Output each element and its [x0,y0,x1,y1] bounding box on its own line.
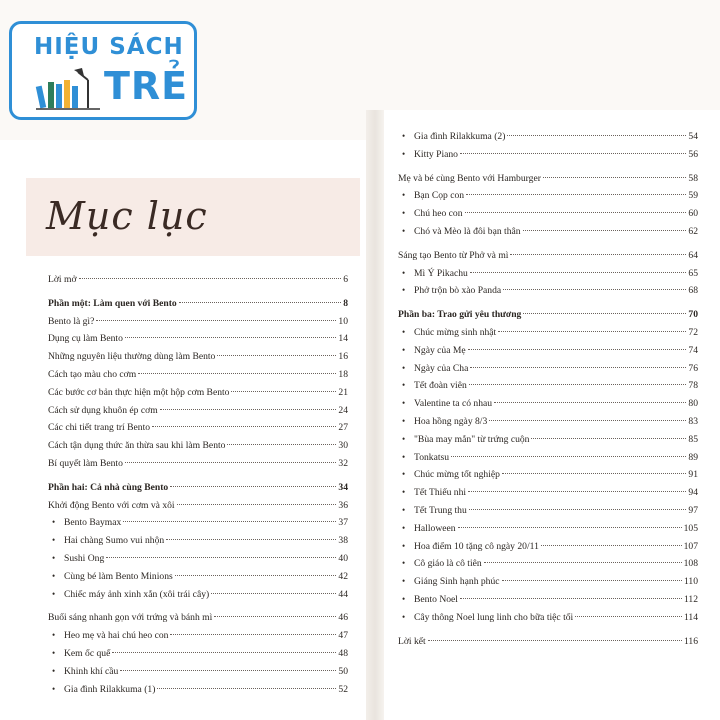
toc-leader-dots [510,254,686,255]
toc-entry [398,282,698,300]
toc-page-number: 59 [688,190,698,202]
toc-entry [398,395,698,413]
toc-page-number: 34 [338,481,348,493]
toc-page-number: 30 [338,440,348,452]
toc-leader-dots [125,462,337,463]
toc-entry-title: • Gia đình Rilakkuma (1) [64,683,156,695]
toc-entry-title: • Mì Ý Pikachu [414,267,468,279]
toc-right-column [398,128,698,650]
toc-page-number: 85 [688,433,698,445]
toc-leader-dots [123,521,336,522]
toc-page-number: 50 [338,665,348,677]
logo-text-line1: HIỆU SÁCH [34,34,184,60]
toc-page-number: 42 [338,570,348,582]
toc-entry [48,609,348,627]
toc-entry [398,555,698,573]
toc-entry [48,313,348,331]
toc-entry-title: • Bạn Cọp con [414,190,465,202]
toc-page-number: 32 [338,457,348,469]
toc-page-number: 91 [688,469,698,481]
toc-page-number: 70 [688,309,698,321]
toc-entry [48,384,348,402]
toc-entry [48,437,348,455]
toc-entry-title: Dụng cụ làm Bento [48,333,123,345]
toc-entry [48,419,348,437]
toc-page-number: 74 [688,344,698,356]
toc-page-number: 114 [683,611,698,623]
toc-entry-title: • Khinh khí cầu [64,665,119,677]
toc-entry-title: • Cùng bé làm Bento Minions [64,570,173,582]
toc-page-number: 68 [688,285,698,297]
toc-entry-title: • Chó và Mèo là đôi bạn thân [414,225,521,237]
toc-page-number: 54 [688,131,698,142]
toc-entry-title: • Valentine ta có nhau [414,398,493,410]
toc-entry-title: Phần một: Làm quen với Bento [48,297,177,309]
toc-leader-dots [227,444,336,445]
toc-page-number: 40 [338,552,348,564]
toc-page-number: 47 [338,630,348,642]
toc-leader-dots [466,194,686,195]
toc-entry [398,265,698,283]
toc-entry-title: • Gia đình Rilakkuma (2) [414,131,506,142]
toc-entry-title: • Kitty Piano [414,148,458,160]
toc-leader-dots [470,367,686,368]
toc-leader-dots [120,670,336,671]
toc-entry-title: • Hoa hồng ngày 8/3 [414,415,488,427]
toc-entry-title: • Tết đoàn viên [414,380,467,392]
toc-page-number: 62 [688,225,698,237]
toc-leader-dots [460,153,686,154]
book-gutter [366,110,384,720]
toc-part-heading [398,306,698,324]
toc-entry [398,502,698,520]
toc-entry [48,330,348,348]
toc-entry-title: • Heo mẹ và hai chú heo con [64,630,169,642]
toc-leader-dots [541,545,682,546]
toc-page-number: 44 [338,588,348,600]
toc-entry-title: • Tết Thiếu nhi [414,487,467,499]
store-logo [9,21,197,120]
toc-entry [398,377,698,395]
toc-entry-title: • Chú heo con [414,208,463,220]
toc-page-number: 56 [688,148,698,160]
toc-entry [398,466,698,484]
toc-page-number: 16 [338,351,348,363]
toc-leader-dots [214,616,336,617]
toc-entry-title: Lời mở [48,274,77,285]
toc-page-number: 83 [688,415,698,427]
toc-entry-title: • Giáng Sinh hạnh phúc [414,576,500,588]
toc-page-number: 10 [338,315,348,327]
toc-entry [48,402,348,420]
toc-page-number: 72 [688,326,698,338]
toc-page-number: 78 [688,380,698,392]
toc-leader-dots [494,402,686,403]
toc-entry-title: • Ngày của Mẹ [414,344,466,356]
toc-leader-dots [175,575,337,576]
toc-entry [398,128,698,146]
toc-entry-title: • Ngày của Cha [414,362,469,374]
toc-entry-title: • Sushi Ong [64,552,105,564]
toc-entry [48,550,348,568]
toc-page-number: 107 [683,540,698,552]
toc-entry [398,205,698,223]
toc-entry [48,455,348,473]
toc-page-number: 8 [343,297,348,309]
toc-entry-title: Cách sử dụng khuôn ép cơm [48,404,158,416]
toc-leader-dots [465,212,687,213]
toc-leader-dots [96,320,336,321]
toc-entry-title: Phần hai: Cả nhà cùng Bento [48,481,169,493]
toc-left-column [48,271,348,698]
toc-page-number: 94 [688,487,698,499]
toc-entry [48,271,348,289]
toc-leader-dots [484,562,682,563]
toc-page-number: 46 [338,612,348,624]
toc-entry [398,146,698,164]
toc-page-number: 27 [338,422,348,434]
toc-entry [48,645,348,663]
toc-leader-dots [160,409,337,410]
toc-page-number: 60 [688,208,698,220]
toc-leader-dots [177,504,337,505]
toc-leader-dots [170,634,336,635]
toc-page-number: 76 [688,362,698,374]
toc-leader-dots [468,491,686,492]
toc-leader-dots [470,272,687,273]
toc-entry [398,324,698,342]
toc-entry [398,573,698,591]
toc-leader-dots [428,640,682,641]
toc-entry [48,366,348,384]
toc-entry [48,568,348,586]
toc-page-number: 108 [683,558,698,570]
toc-leader-dots [468,349,687,350]
toc-page-number: 97 [688,504,698,516]
toc-entry-title: Bí quyết làm Bento [48,457,123,469]
toc-leader-dots [523,313,686,314]
toc-entry [48,532,348,550]
toc-page-number: 24 [338,404,348,416]
toc-entry [398,431,698,449]
toc-leader-dots [489,420,686,421]
toc-entry [48,348,348,366]
toc-entry-title: • Chiếc máy ảnh xinh xắn (xôi trái cây) [64,588,210,600]
toc-entry-title: • Cây thông Noel lung linh cho bữa tiệc tối [414,611,574,623]
toc-leader-dots [460,598,682,599]
toc-page-number: 89 [688,451,698,463]
toc-page-number: 14 [338,333,348,345]
toc-entry-title: • Tonkatsu [414,451,450,463]
toc-entry [398,633,698,651]
toc-entry-title: • Hai chàng Sumo vui nhộn [64,535,165,547]
toc-entry [48,586,348,604]
toc-leader-dots [543,177,687,178]
toc-leader-dots [502,580,682,581]
toc-entry [398,170,698,188]
toc-entry [398,413,698,431]
toc-entry-title: Các chi tiết trang trí Bento [48,422,151,434]
toc-page-number: 80 [688,398,698,410]
books-lamp-icon [34,68,104,110]
toc-leader-dots [523,230,687,231]
toc-leader-dots [152,426,336,427]
toc-leader-dots [502,473,686,474]
toc-entry-title: • Bento Noel [414,593,458,605]
toc-entry-title: Bento là gì? [48,315,95,327]
toc-leader-dots [157,688,336,689]
toc-page-number: 110 [683,576,698,588]
toc-leader-dots [469,509,687,510]
toc-leader-dots [125,337,337,338]
toc-page-number: 116 [683,635,698,647]
toc-leader-dots [498,331,686,332]
toc-entry-title: • Phở trộn bò xào Panda [414,285,502,297]
toc-entry [398,520,698,538]
toc-page-number: 64 [688,249,698,261]
toc-entry-title: Cách tạo màu cho cơm [48,368,137,380]
toc-entry-title: Lời kết [398,635,426,647]
toc-page-number: 6 [343,274,348,285]
toc-entry-title: Cách tận dụng thức ăn thừa sau khi làm Bento [48,440,226,452]
toc-entry [48,514,348,532]
toc-entry [48,497,348,515]
toc-page-number: 36 [338,499,348,511]
page-title: Mục lục [46,194,208,238]
toc-page-number: 38 [338,535,348,547]
toc-entry-title: Các bước cơ bản thực hiện một hộp cơm Bento [48,386,230,398]
toc-entry-title: • Tết Trung thu [414,504,467,516]
toc-leader-dots [79,278,342,279]
toc-page-number: 37 [338,517,348,529]
toc-part-heading [48,479,348,497]
toc-leader-dots [112,652,336,653]
toc-entry-title: Khởi động Bento với cơm và xôi [48,499,175,511]
toc-entry-title: Sáng tạo Bento từ Phở và mì [398,249,509,261]
toc-entry-title: • Cô giáo là cô tiên [414,558,482,570]
toc-entry-title: Phần ba: Trao gửi yêu thương [398,309,522,321]
toc-leader-dots [531,438,686,439]
toc-entry [398,484,698,502]
logo-text-line2: TRẺ [104,64,189,108]
toc-leader-dots [451,456,686,457]
toc-entry [398,538,698,556]
toc-page-number: 58 [688,172,698,184]
toc-leader-dots [138,373,336,374]
toc-leader-dots [106,557,336,558]
toc-entry-title: • Halloween [414,522,456,534]
toc-entry [48,663,348,681]
toc-entry-title: • Bento Baymax [64,517,122,529]
toc-entry-title: • "Bùa may mắn" từ trứng cuộn [414,433,530,445]
toc-leader-dots [217,355,336,356]
toc-entry-title: Mẹ và bé cùng Bento với Hamburger [398,172,541,184]
toc-entry [48,681,348,699]
toc-leader-dots [166,539,336,540]
toc-leader-dots [575,616,682,617]
toc-entry [398,247,698,265]
toc-leader-dots [469,384,687,385]
toc-entry-title: • Kem ốc quế [64,647,111,659]
toc-entry [398,449,698,467]
toc-leader-dots [170,486,336,487]
toc-page-number: 52 [338,683,348,695]
toc-page-number: 105 [683,522,698,534]
toc-entry [398,591,698,609]
toc-leader-dots [211,593,336,594]
toc-page-number: 18 [338,368,348,380]
toc-leader-dots [507,135,686,136]
toc-page-number: 21 [338,386,348,398]
toc-leader-dots [503,289,686,290]
toc-leader-dots [458,527,682,528]
toc-entry [398,187,698,205]
toc-entry-title: • Chúc mừng sinh nhật [414,326,497,338]
toc-entry [398,223,698,241]
toc-entry [398,360,698,378]
toc-page-number: 112 [683,593,698,605]
toc-entry-title: Buổi sáng nhanh gọn với trứng và bánh mì [48,612,213,624]
toc-entry [48,627,348,645]
toc-entry [398,342,698,360]
toc-entry-title: • Hoa điểm 10 tặng cô ngày 20/11 [414,540,539,552]
toc-leader-dots [231,391,336,392]
toc-entry [398,609,698,627]
toc-entry-title: • Chúc mừng tốt nghiệp [414,469,500,481]
toc-leader-dots [179,302,341,303]
toc-page-number: 65 [688,267,698,279]
toc-entry-title: Những nguyên liệu thường dùng làm Bento [48,351,216,363]
toc-part-heading [48,295,348,313]
toc-page-number: 48 [338,647,348,659]
